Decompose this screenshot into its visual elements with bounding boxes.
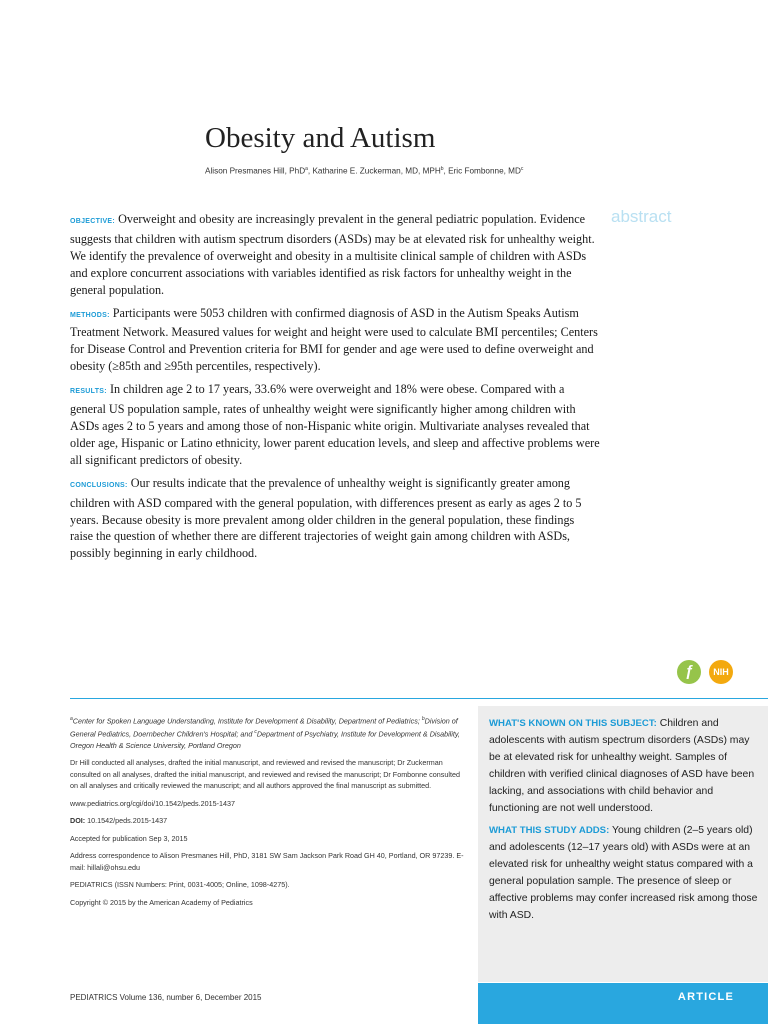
green-leaf-logo-icon: ƒ <box>677 660 701 684</box>
affiliation-mark: c <box>254 728 257 735</box>
abstract-results <box>70 381 600 469</box>
affiliation-c: Department of Psychiatry, Institute for Development & Disability, Oregon Health & Science University, Portland Oregon <box>70 729 460 750</box>
study-adds-text: Young children (2–5 years old) and adolescents (12–17 years old) with ASDs were at an elevated risk for unhealthy weight status compared with a general population sample. The presence of sleep or affective problems may confer increased risk among those with ASD. <box>489 825 758 921</box>
affiliation-b: Division of General Pediatrics, Doernbecher Children's Hospital; and <box>70 716 458 739</box>
whats-known-label: WHAT'S KNOWN ON THIS SUBJECT: <box>489 718 657 729</box>
front-matter <box>70 714 468 914</box>
whats-known <box>489 715 758 817</box>
correspondence: Address correspondence to Alison Presmanes Hill, PhD, 3181 SW Sam Jackson Park Road GH 40, Portland, OR 97239. E-mail: hillali@ohsu.edu <box>70 851 464 872</box>
abstract-methods <box>70 305 600 376</box>
article-label: ARTICLE <box>677 991 734 1003</box>
affiliation-mark: b <box>440 166 444 172</box>
author-contributions: Dr Hill conducted all analyses, drafted the initial manuscript, and reviewed and revised the manuscript; Dr Zuckerman consulted on all analyses, drafted the initial manuscript, and reviewed and revised the manuscript; Dr Fombonne consulted on all analyses and critically reviewed the manuscript; and all authors approved the final manuscript as submitted. <box>70 758 460 791</box>
abstract-body <box>70 211 600 568</box>
results-text: In children age 2 to 17 years, 33.6% were overweight and 18% were obese. Compared with a general US population sample, rates of unhealthy weight were significantly higher among children with ASDs ages 2 to 5 years and among those of non-Hispanic white origin. Multivariate analyses revealed that older age, Hispanic or Latino ethnicity, lower parent education levels, and sleep and affective problems were all significant predictors of obesity. <box>70 382 600 467</box>
copyright-line: Copyright © 2015 by the American Academy of Pediatrics <box>70 897 253 907</box>
methods-label: METHODS: <box>70 311 110 319</box>
affiliation-mark: a <box>305 166 308 172</box>
abstract-objective <box>70 211 600 299</box>
objective-text: Overweight and obesity are increasingly prevalent in the general pediatric population. Evidence suggests that children with autism spectrum disorders (ASDs) may be at elevated risk for unhealthy weight. We identify the prevalence of overweight and obesity in a multisite clinical sample of children with ASDs and explore concurrent associations with variables identified as risk factors for unhealthy weight in the general population. <box>70 212 595 297</box>
author-list: Alison Presmanes Hill, PhD$^a$, Katharine E. Zuckerman, MD, MPH$^b$, Eric Fombonne, $MD^c$ <box>205 166 524 176</box>
accepted-date: Accepted for publication Sep 3, 2015 <box>70 833 188 843</box>
author-name: Eric Fombonne, MD <box>448 166 521 176</box>
paper-title: Obesity and Autism <box>205 122 436 154</box>
affiliation-mark: b <box>421 716 425 722</box>
abstract-conclusions <box>70 475 600 563</box>
methods-text: Participants were 5053 children with confirmed diagnosis of ASD in the Autism Speaks Autism Treatment Network. Measured values for weight and height were used to calculate BMI percentiles; Centers for Disease Control and Prevention criteria for BMI for gender and age were used to define overweight and obesity (≥85th and ≥95th percentiles, respectively). <box>70 305 598 374</box>
conclusions-text: Our results indicate that the prevalence of unhealthy weight is significantly greater among children with ASD compared with the general population, with differences present as early as ages 2 to 5 years. Because obesity is more prevalent among older children in the general population, these findings raise the question of whether there are different trajectories of weight gain among children with ASDs, possibly beginning in early childhood. <box>70 475 582 561</box>
affiliation-a: Center for Spoken Language Understanding, Institute for Development & Disability, Department of Pediatrics; <box>72 716 420 726</box>
results-label: RESULTS: <box>70 388 107 396</box>
doi-line <box>70 815 468 827</box>
author-name: Alison Presmanes Hill, PhD <box>205 166 306 176</box>
study-adds-label: WHAT THIS STUDY ADDS: <box>489 825 610 836</box>
issn-line: PEDIATRICS (ISSN Numbers: Print, 0031-4005; Online, 1098-4275). <box>70 880 290 890</box>
whats-known-text: Children and adolescents with autism spectrum disorders (ASDs) may be at elevated risk for unhealthy weight. Samples of children with verified clinical diagnoses of ASD have been lacking, and associations with child behavior and functioning are not well understood. <box>489 718 755 814</box>
study-adds <box>489 822 758 924</box>
section-divider <box>70 698 768 699</box>
nih-logo-icon: NIH <box>709 660 733 684</box>
doi-value[interactable]: 10.1542/peds.2015-1437 <box>87 816 168 826</box>
objective-label: OBJECTIVE: <box>70 218 116 225</box>
affiliation-mark: a <box>70 716 73 722</box>
affiliation-mark: c <box>520 166 524 172</box>
author-name: Katharine E. Zuckerman, MD, MPH <box>312 166 441 176</box>
article-type-bar <box>478 983 768 1024</box>
logo-group <box>677 660 737 686</box>
affiliations <box>70 714 468 751</box>
doi-label: DOI: <box>70 816 86 826</box>
article-url[interactable]: www.pediatrics.org/cgi/doi/10.1542/peds.2015-1437 <box>70 798 236 808</box>
journal-footer: PEDIATRICS Volume 136, number 6, December 2015 <box>70 993 262 1002</box>
abstract-tag: abstract <box>611 207 672 226</box>
conclusions-label: CONCLUSIONS: <box>70 481 128 489</box>
summary-sidebar <box>478 706 768 982</box>
